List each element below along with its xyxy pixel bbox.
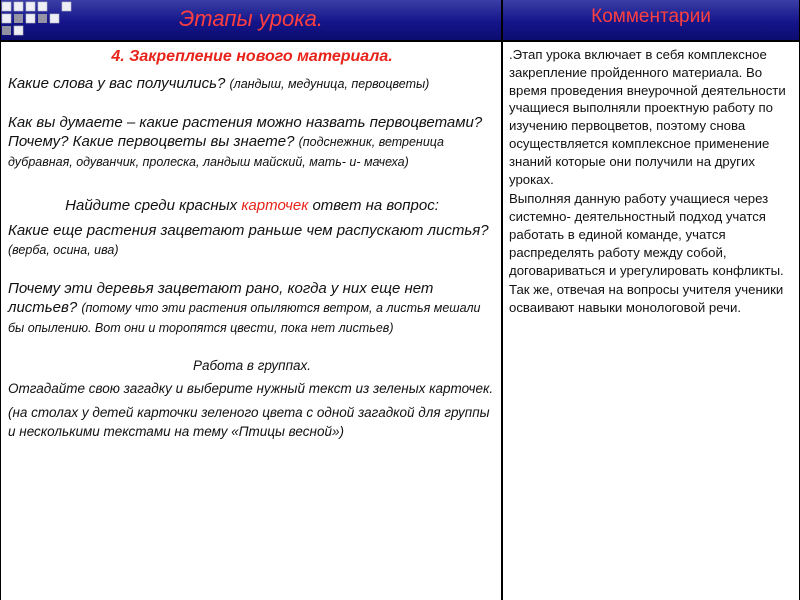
question-4: Почему эти деревья зацветают рано, когда у них еще нет листьев? (потому что эти растения опыляются ветром, а листья мешали бы опылению. Вот они и торопятся цвести, пока нет листьев) (8, 280, 481, 335)
question-3: Какие еще растения зацветают раньше чем распускают листья? (верба, осина, ива) (8, 222, 489, 257)
comments-column (509, 44, 795, 317)
task-red-word: карточек (241, 197, 309, 214)
question-2-answer: (подснежник, ветреница дубравная, одуванчик, пролеска, ландыш майский, мать- и- мачеха) (8, 135, 445, 169)
stage-heading: 4. Закрепление нового материала. (111, 48, 393, 65)
comment-paragraph-2: Выполняя данную работу учащиеся через системно- деятельностный подход учатся работать в единой команде, учатся распределять работу между собой, договариваться и урегулировать конфликты. (509, 191, 784, 278)
riddle-note: (на столах у детей карточки зеленого цвета с одной загадкой для группы и несколькими текстами на тему «Птицы весной») (8, 405, 490, 439)
question-2: Как вы думаете – какие растения можно назвать первоцветами? Почему? Какие первоцветы вы знаете? (подснежник, ветреница дубравная, одуванчик, пролеска, ландыш майский, мать- и- мачеха) (8, 114, 483, 169)
comment-paragraph-3: Так же, отвечая на вопросы учителя ученики осваивают навыки монологовой речи. (509, 282, 784, 316)
group-work-label: Работа в группах. (192, 358, 312, 373)
header-comments-title: Комментарии (591, 6, 711, 27)
question-4-answer: (потому что эти растения опыляются ветром, а листья мешали бы опылению. Вот они и торопятся цвести, пока нет листьев) (8, 301, 481, 335)
corner-grid-decoration (0, 0, 160, 40)
header-stages-title: Этапы урока. (179, 6, 323, 31)
header-comments (503, 0, 799, 42)
question-1: Какие слова у вас получились? (ландыш, медуница, первоцветы) (8, 75, 430, 92)
task-red-cards: Найдите среди красных карточек ответ на вопрос: (65, 197, 439, 214)
column-divider (501, 0, 503, 600)
stages-column (8, 44, 496, 441)
comment-paragraph-1: .Этап урока включает в себя комплексное закрепление пройденного материала. Во время проведения внеурочной деятельности учащиеся выполняли проектную работу по изучению первоцветов, поэтому снова осуществляется комплексное применение знаний которые они получили на других уроках. (509, 47, 786, 187)
riddle-task: Отгадайте свою загадку и выберите нужный текст из зеленых карточек. (8, 381, 494, 396)
question-3-answer: (верба, осина, ива) (8, 243, 119, 257)
question-1-answer: (ландыш, медуница, первоцветы) (229, 77, 430, 91)
